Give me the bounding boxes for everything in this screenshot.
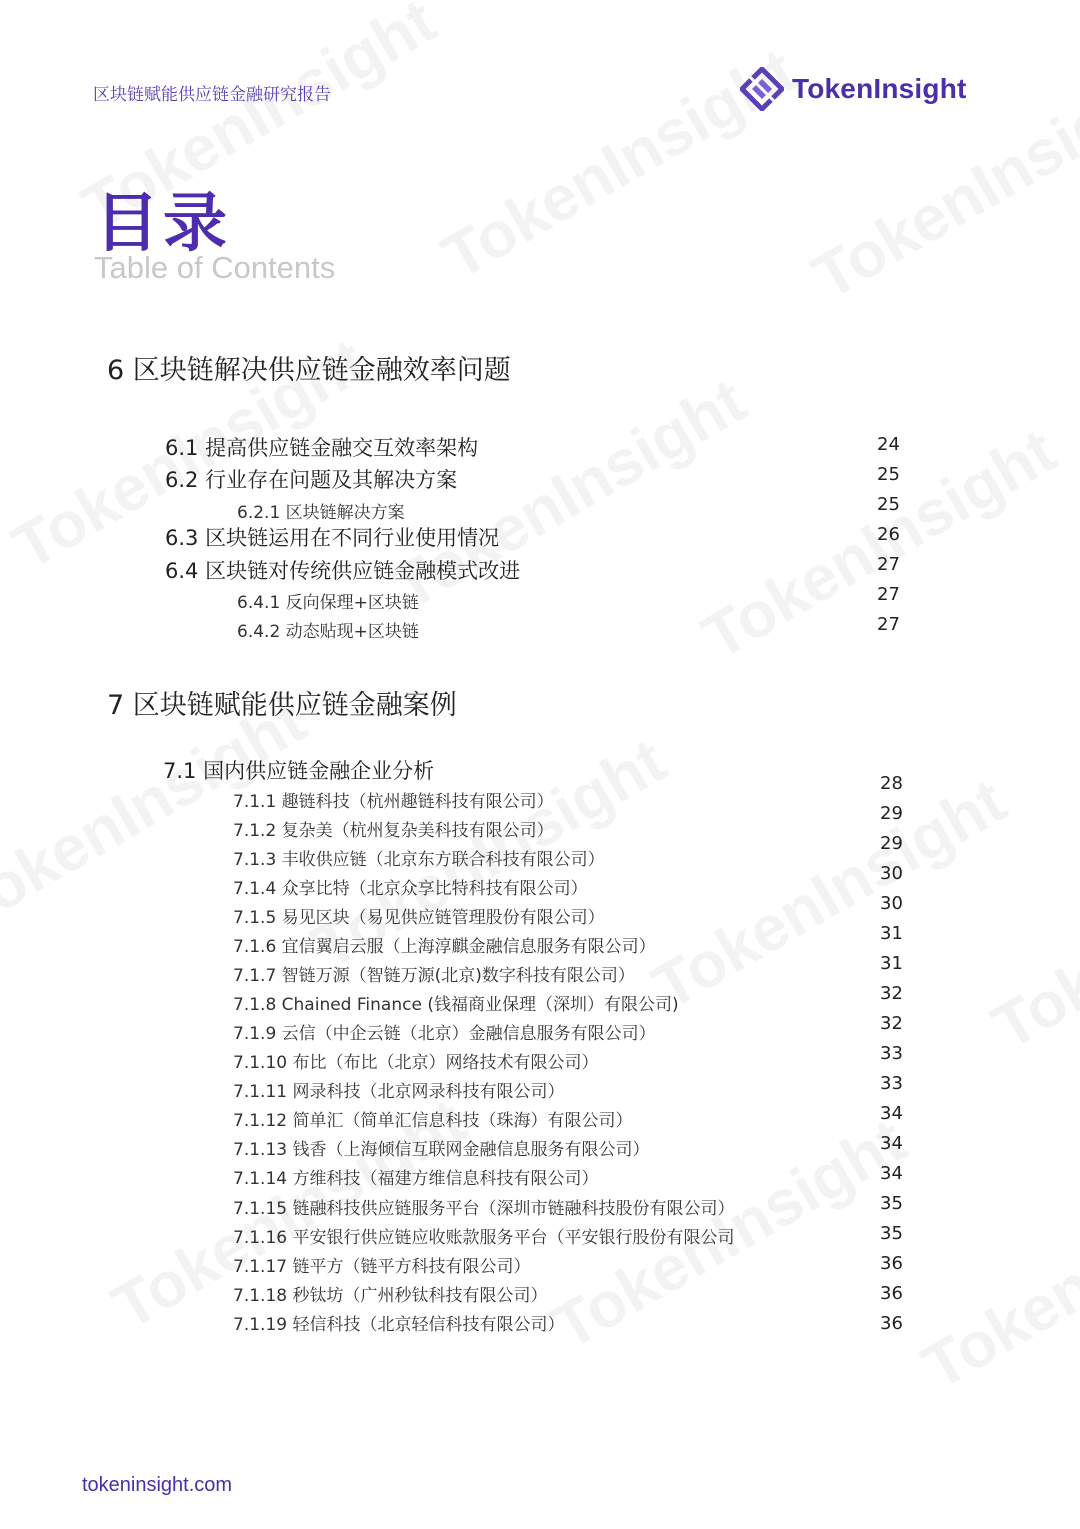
toc-entry-page: 29 xyxy=(880,803,903,824)
toc-entry-page: 36 xyxy=(880,1313,903,1334)
toc-entry-label[interactable]: 7.1.15 链融科技供应链服务平台（深圳市链融科技股份有限公司） xyxy=(233,1199,735,1219)
toc-entry-page: 25 xyxy=(877,464,900,485)
toc-title: 目录 xyxy=(95,187,231,261)
toc-entry-page: 36 xyxy=(880,1283,903,1304)
toc-entry-label[interactable]: 7.1.9 云信（中企云链（北京）金融信息服务有限公司） xyxy=(233,1024,656,1044)
toc-entry-page: 36 xyxy=(880,1253,903,1274)
toc-entry-label[interactable]: 7.1.3 丰收供应链（北京东方联合科技有限公司） xyxy=(233,850,605,870)
toc-entry-label[interactable]: 6.2 行业存在问题及其解决方案 xyxy=(165,468,458,492)
toc-entry-label[interactable]: 7.1.8 Chained Finance (钱福商业保理（深圳）有限公司) xyxy=(233,995,679,1015)
toc-entry-label[interactable]: 7.1.12 简单汇（简单汇信息科技（珠海）有限公司） xyxy=(233,1111,633,1131)
toc-entry-label[interactable]: 6.1 提高供应链金融交互效率架构 xyxy=(165,436,479,460)
toc-entry-label[interactable]: 7.1.1 趣链科技（杭州趣链科技有限公司） xyxy=(233,792,554,812)
toc-entry-label[interactable]: 7.1.17 链平方（链平方科技有限公司） xyxy=(233,1257,531,1277)
toc-entry-label[interactable]: 6.4.1 反向保理+区块链 xyxy=(237,593,419,613)
brand-logo xyxy=(740,66,967,112)
toc-entry-page: 33 xyxy=(880,1073,903,1094)
toc-entry-page: 34 xyxy=(880,1133,903,1154)
toc-entry-label[interactable]: 6.2.1 区块链解决方案 xyxy=(237,503,405,523)
toc-entry-page: 31 xyxy=(880,923,903,944)
toc-entry-page: 27 xyxy=(877,554,900,575)
watermark-text xyxy=(640,763,1018,1024)
brand-name: TokenInsight xyxy=(792,73,967,104)
toc-entry-page: 29 xyxy=(880,833,903,854)
toc-entry-page: 33 xyxy=(880,1043,903,1064)
toc-entry-label[interactable]: 7.1.6 宜信翼启云服（上海淳麒金融信息服务有限公司） xyxy=(233,937,656,957)
toc-entry-page: 34 xyxy=(880,1163,903,1184)
toc-subtitle: Table of Contents xyxy=(94,250,336,285)
toc-entry-label[interactable]: 7.1.14 方维科技（福建方维信息科技有限公司） xyxy=(233,1169,599,1189)
toc-entry-page: 31 xyxy=(880,953,903,974)
watermark-text xyxy=(910,1143,1080,1404)
toc-entry-page: 34 xyxy=(880,1103,903,1124)
toc-entry-page: 27 xyxy=(877,584,900,605)
toc-entry-page: 27 xyxy=(877,614,900,635)
toc-entry-label[interactable]: 7.1.13 钱香（上海倾信互联网金融信息服务有限公司） xyxy=(233,1140,650,1160)
toc-entry-page: 25 xyxy=(877,494,900,515)
toc-entry-label[interactable]: 6.3 区块链运用在不同行业使用情况 xyxy=(165,526,500,550)
toc-entry-label[interactable]: 7.1.5 易见区块（易见供应链管理股份有限公司） xyxy=(233,908,605,928)
toc-subsection-label[interactable]: 7.1 国内供应链金融企业分析 xyxy=(163,759,435,783)
toc-entry-page: 30 xyxy=(880,893,903,914)
footer-website-link[interactable]: tokeninsight.com xyxy=(82,1474,233,1496)
toc-entry-page: 35 xyxy=(880,1223,903,1244)
toc-entry-page: 32 xyxy=(880,983,903,1004)
toc-entry-page: 24 xyxy=(877,434,900,455)
toc-entry-label[interactable]: 7.1.18 秒钛坊（广州秒钛科技有限公司） xyxy=(233,1286,548,1306)
toc-entry-label[interactable]: 7.1.10 布比（布比（北京）网络技术有限公司） xyxy=(233,1053,599,1073)
section-title: 7 区块链赋能供应链金融案例 xyxy=(107,690,457,721)
toc-entry-label[interactable]: 6.4.2 动态贴现+区块链 xyxy=(237,622,419,642)
toc-entry-page: 28 xyxy=(880,773,903,794)
toc-entry-page: 35 xyxy=(880,1193,903,1214)
toc-entry-label[interactable]: 7.1.2 复杂美（杭州复杂美科技有限公司） xyxy=(233,821,554,841)
toc-entry-label[interactable]: 7.1.11 网录科技（北京网录科技有限公司） xyxy=(233,1082,565,1102)
section-title: 6 区块链解决供应链金融效率问题 xyxy=(107,355,511,386)
toc-entry-label[interactable]: 7.1.4 众享比特（北京众享比特科技有限公司） xyxy=(233,879,588,899)
logo-icon xyxy=(740,67,784,111)
toc-entry-page: 32 xyxy=(880,1013,903,1034)
toc-entry-page: 26 xyxy=(877,524,900,545)
watermark-text xyxy=(980,803,1080,1064)
toc-entry-label[interactable]: 7.1.19 轻信科技（北京轻信科技有限公司） xyxy=(233,1315,565,1335)
toc-entry-page: 30 xyxy=(880,863,903,884)
toc-entry-label[interactable]: 7.1.7 智链万源（智链万源(北京)数字科技有限公司） xyxy=(233,966,635,986)
toc-entry-label[interactable]: 6.4 区块链对传统供应链金融模式改进 xyxy=(165,559,521,583)
toc-entry-label[interactable]: 7.1.16 平安银行供应链应收账款服务平台（平安银行股份有限公司 xyxy=(233,1228,735,1248)
report-title: 区块链赋能供应链金融研究报告 xyxy=(93,85,331,105)
